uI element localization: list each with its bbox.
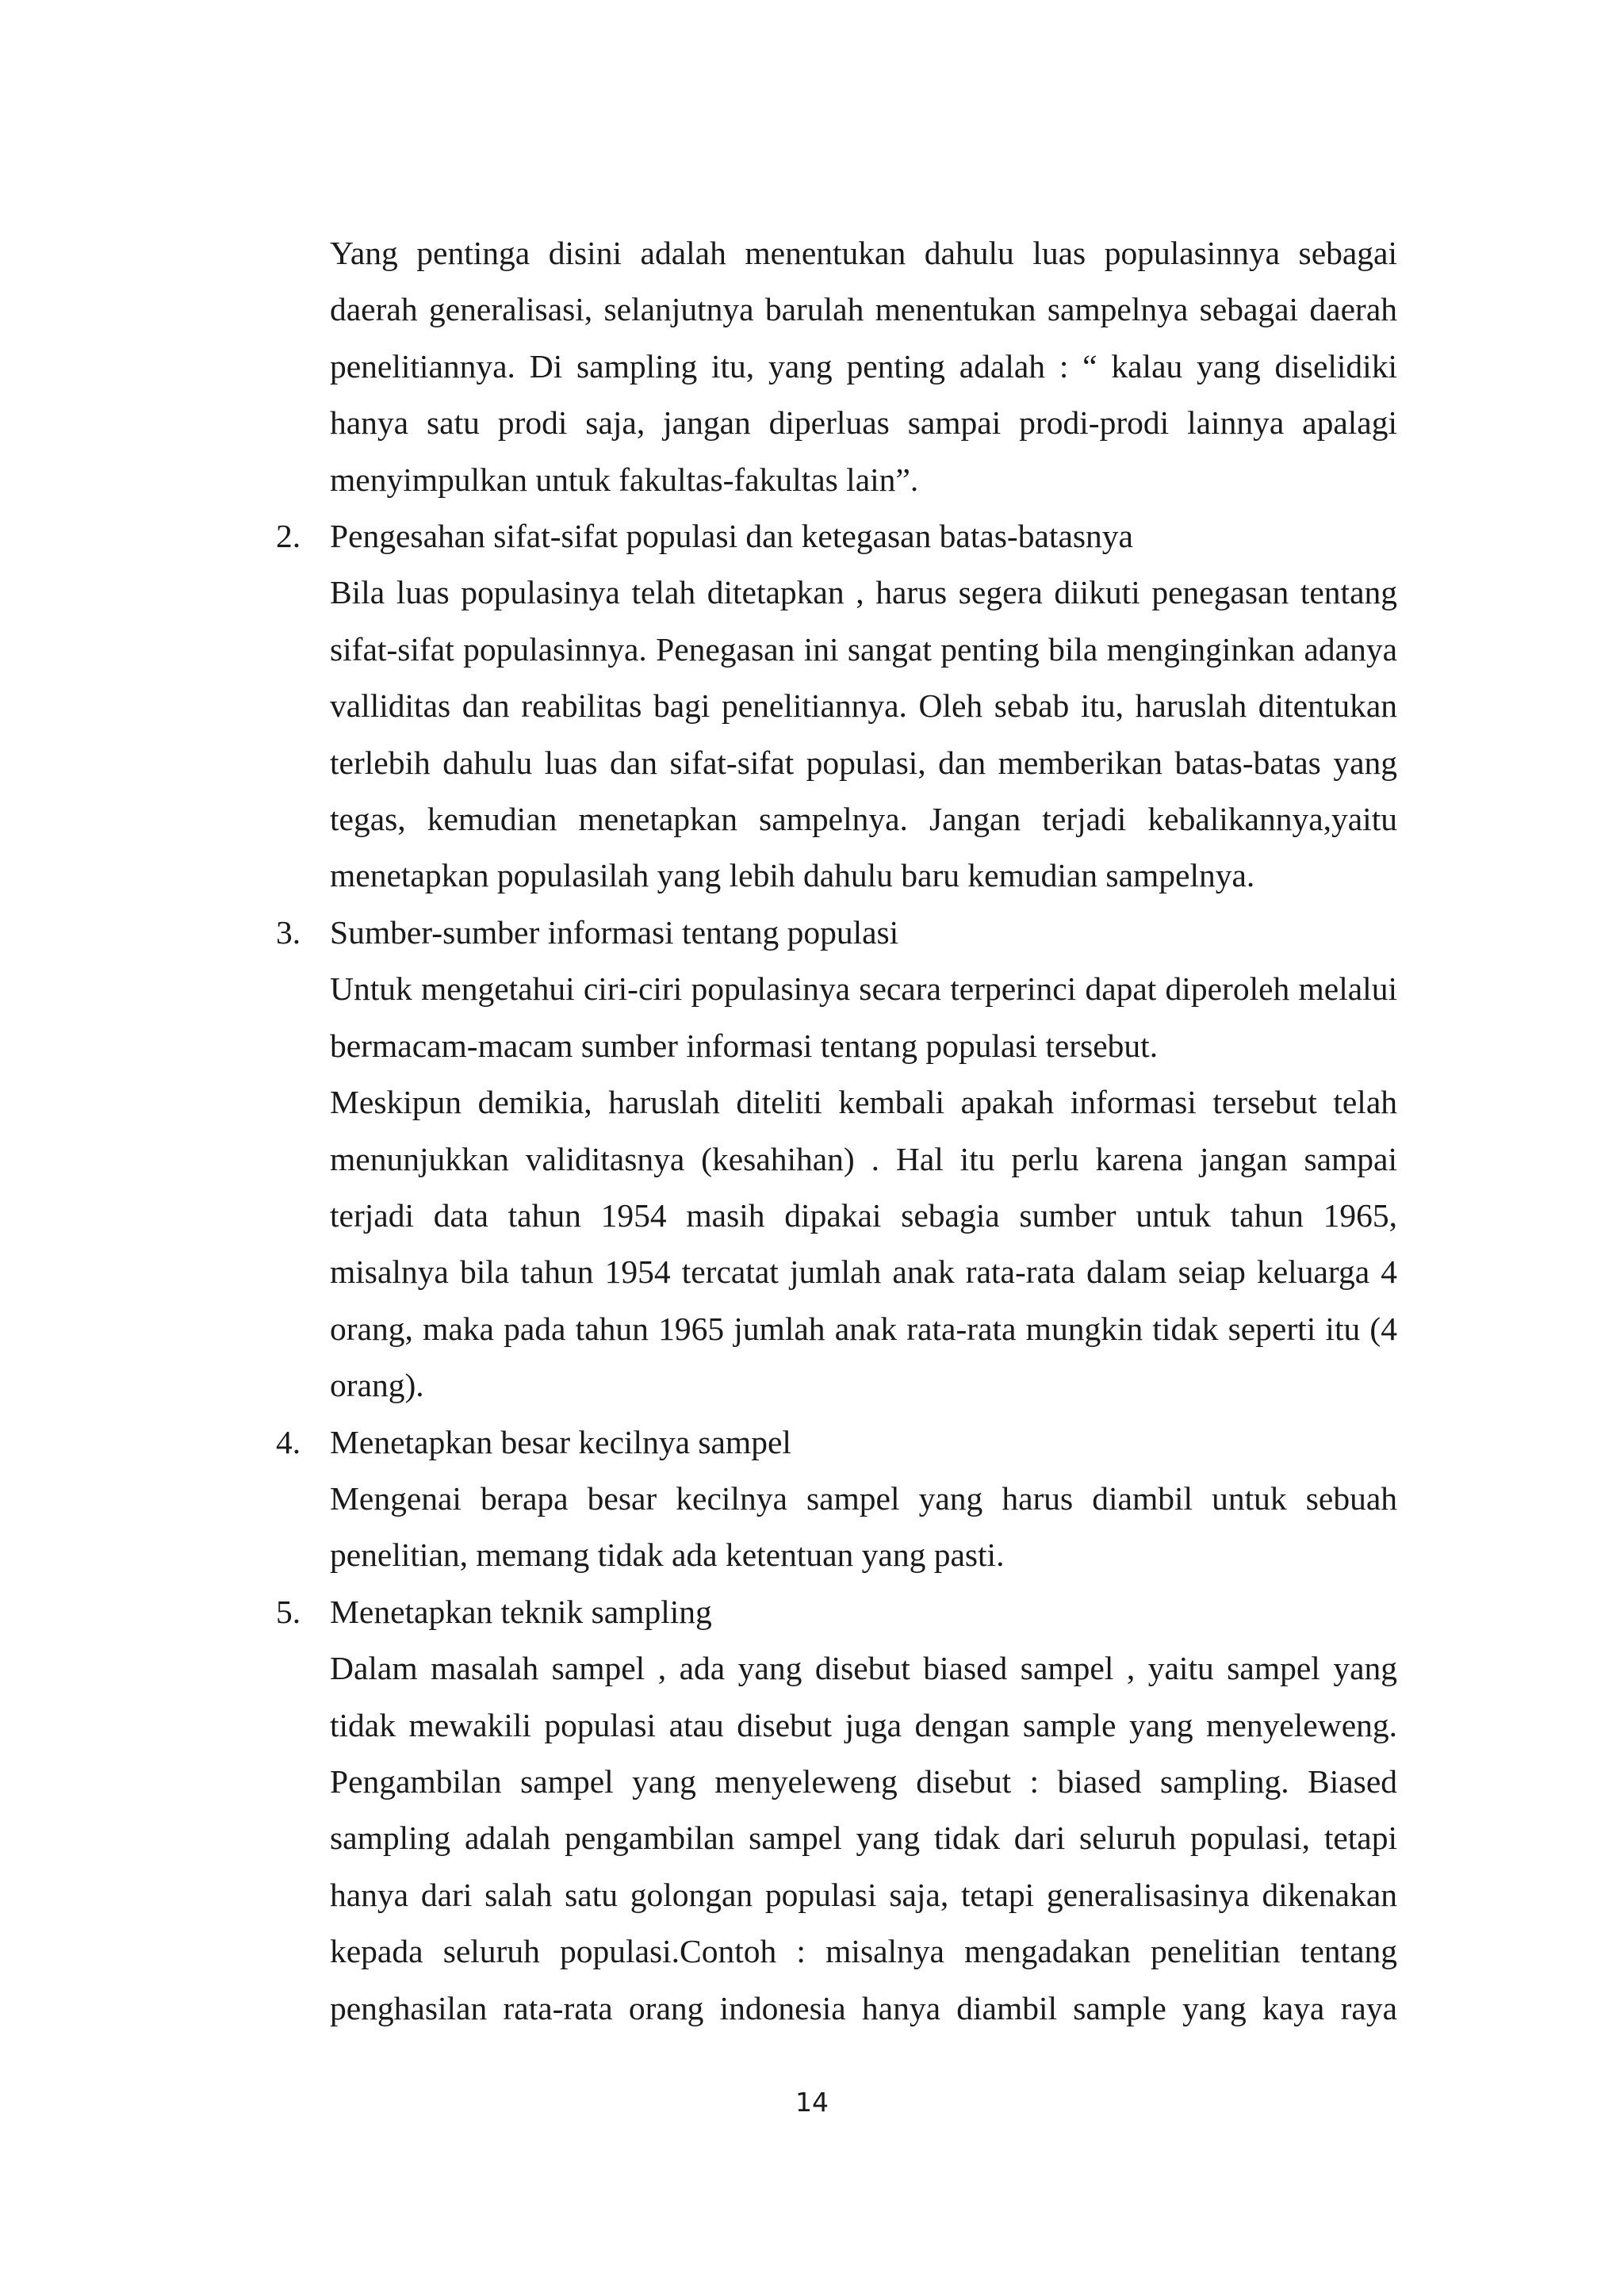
page-body bbox=[276, 225, 1397, 2037]
list-heading: Pengesahan sifat-sifat populasi dan ketegasan batas-batasnya bbox=[330, 518, 1133, 555]
page-number: 14 bbox=[795, 2087, 829, 2118]
list-number: 3. bbox=[276, 913, 301, 951]
list-paragraph: Dalam masalah sampel , ada yang disebut biased sampel , yaitu sampel yang tidak mewakili populasi atau disebut juga dengan sample yang menyeleweng. Pengambilan sampel yang menyeleweng disebut : biased sampling. Biased sampling adalah pengambilan sampel yang tidak dari seluruh populasi, tetapi hanya dari salah satu golongan populasi saja, tetapi generalisasinya dikenakan kepada seluruh populasi.Contoh : misalnya mengadakan penelitian tentang penghasilan rata-rata orang indonesia hanya diambil sample yang kaya raya bbox=[330, 1650, 1397, 2026]
list-paragraph: Bila luas populasinya telah ditetapkan , harus segera diikuti penegasan tentang sifat-sifat populasinnya. Penegasan ini sangat penting bila menginginkan adanya valliditas dan reabilitas bagi penelitiannya. Oleh sebab itu, haruslah ditentukan terlebih dahulu luas dan sifat-sifat populasi, dan memberikan batas-batas yang tegas, kemudian menetapkan sampelnya. Jangan terjadi kebalikannya,yaitu menetapkan populasilah yang lebih dahulu baru kemudian sampelnya. bbox=[330, 574, 1397, 894]
list-heading: Sumber-sumber informasi tentang populasi bbox=[330, 913, 899, 951]
list-item-4 bbox=[276, 1414, 1397, 1584]
list-item-3 bbox=[276, 905, 1397, 1414]
list-heading: Menetapkan besar kecilnya sampel bbox=[330, 1423, 791, 1460]
list-number: 5. bbox=[276, 1593, 301, 1630]
list-paragraph: Untuk mengetahui ciri-ciri populasinya secara terperinci dapat diperoleh melalui bermacam-macam sumber informasi tentang populasi tersebut. bbox=[330, 970, 1397, 1064]
intro-paragraph: Yang pentinga disini adalah menentukan dahulu luas populasinnya sebagai daerah generalisasi, selanjutnya barulah menentukan sampelnya sebagai daerah penelitiannya. Di sampling itu, yang penting adalah : “ kalau yang diselidiki hanya satu prodi saja, jangan diperluas sampai prodi-prodi lainnya apalagi menyimpulkan untuk fakultas-fakultas lain”. bbox=[330, 235, 1397, 498]
list-item-2 bbox=[276, 508, 1397, 905]
list-item-5 bbox=[276, 1584, 1397, 2037]
list-paragraph: Meskipun demikia, haruslah diteliti kembali apakah informasi tersebut telah menunjukkan validitasnya (kesahihan) . Hal itu perlu karena jangan sampai terjadi data tahun 1954 masih dipakai sebagia sumber untuk tahun 1965, misalnya bila tahun 1954 tercatat jumlah anak rata-rata dalam seiap keluarga 4 orang, maka pada tahun 1965 jumlah anak rata-rata mungkin tidak seperti itu (4 orang). bbox=[330, 1084, 1397, 1404]
list-paragraph: Mengenai berapa besar kecilnya sampel yang harus diambil untuk sebuah penelitian, memang tidak ada ketentuan yang pasti. bbox=[330, 1479, 1397, 1574]
list-number: 2. bbox=[276, 518, 301, 555]
list-number: 4. bbox=[276, 1423, 301, 1460]
list-heading: Menetapkan teknik sampling bbox=[330, 1593, 712, 1630]
